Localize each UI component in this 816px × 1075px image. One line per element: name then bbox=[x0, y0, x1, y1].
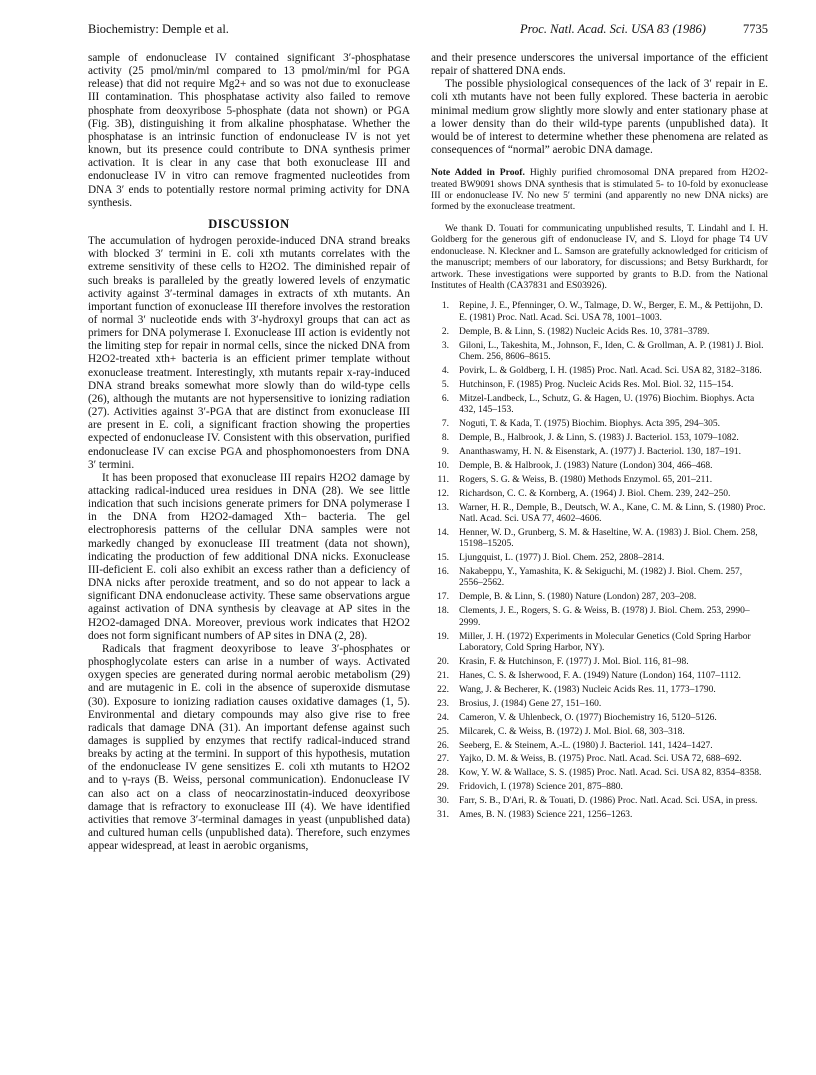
discussion-paragraph: It has been proposed that exonuclease III repairs H2O2 damage by attacking radical-induced urea residues in DNA (28). We see little indication that such incisions generate primers for DNA polymerase I in the DNA from H2O2-damaged Xth− bacteria. The gel electrophoresis patterns of the cellular DNA samples were not markedly changed by exonuclease III treatment (data not shown), indicating the production of few additional DNA nicks. Exonuclease III-deficient E. coli also exhibit an excess rather than a deficiency of DNA nicks after peroxide treatment, and so do not appear to lack a significant DNA endonuclease activity. These same observations argue against activation of DNA synthesis by cleavage at AP sites in the H2O2-damaged DNA. Moreover, previous work indicates that H2O2 does not form significant numbers of AP sites in DNA (2, 28). bbox=[88, 471, 410, 642]
reference-text: Mitzel-Landbeck, L., Schutz, G. & Hagen, U. (1976) Biochim. Biophys. Acta 432, 145–153. bbox=[459, 393, 755, 416]
reference-text: Demple, B. & Linn, S. (1982) Nucleic Acids Res. 10, 3781–3789. bbox=[459, 326, 710, 337]
reference-text: Farr, S. B., D'Ari, R. & Touati, D. (1986) Proc. Natl. Acad. Sci. USA, in press. bbox=[459, 796, 758, 807]
reference-text: Richardson, C. C. & Kornberg, A. (1964) J. Biol. Chem. 239, 242–250. bbox=[459, 488, 731, 499]
reference-number: 29. bbox=[437, 782, 449, 793]
reference-item bbox=[431, 366, 768, 377]
continuation-paragraph: and their presence underscores the universal importance of the efficient repair of shattered DNA ends. bbox=[431, 52, 768, 78]
reference-item bbox=[431, 301, 768, 324]
reference-text: Demple, B. & Halbrook, J. (1983) Nature (London) 304, 466–468. bbox=[459, 460, 713, 471]
reference-item bbox=[431, 782, 768, 793]
reference-item bbox=[431, 754, 768, 765]
reference-item bbox=[431, 632, 768, 655]
reference-item bbox=[431, 433, 768, 444]
reference-item bbox=[431, 553, 768, 564]
reference-item bbox=[431, 475, 768, 486]
reference-item bbox=[431, 796, 768, 807]
reference-item bbox=[431, 489, 768, 500]
reference-number: 13. bbox=[437, 502, 449, 513]
header-journal: Proc. Natl. Acad. Sci. USA 83 (1986) bbox=[520, 22, 706, 36]
reference-text: Warner, H. R., Demple, B., Deutsch, W. A., Kane, C. M. & Linn, S. (1980) Proc. Natl. Acad. Sci. USA 77, 4602–4606. bbox=[459, 502, 766, 524]
reference-number: 18. bbox=[437, 606, 449, 617]
reference-item bbox=[431, 685, 768, 696]
reference-number: 5. bbox=[441, 379, 449, 390]
reference-text: Hutchinson, F. (1985) Prog. Nucleic Acids Res. Mol. Biol. 32, 115–154. bbox=[459, 379, 734, 390]
reference-number: 1. bbox=[441, 301, 449, 312]
reference-number: 8. bbox=[441, 432, 449, 443]
reference-text: Seeberg, E. & Steinem, A.-L. (1980) J. Bacteriol. 141, 1424–1427. bbox=[459, 740, 713, 751]
reference-text: Wang, J. & Becherer, K. (1983) Nucleic Acids Res. 11, 1773–1790. bbox=[459, 684, 716, 695]
reference-number: 16. bbox=[437, 567, 449, 578]
note-text: Highly purified chromosomal DNA prepared from H2O2-treated BW9091 shows DNA synthesis that is stimulated 5- to 10-fold by exonuclease III or endonuclease IV. No new 5′ termini (and apparently no new DNA nicks) are formed by the exonuclease treatment. bbox=[431, 167, 769, 213]
reference-text: Fridovich, I. (1978) Science 201, 875–880. bbox=[459, 782, 623, 793]
reference-number: 21. bbox=[437, 670, 449, 681]
reference-item bbox=[431, 567, 768, 590]
reference-number: 30. bbox=[437, 796, 449, 807]
reference-item bbox=[431, 461, 768, 472]
reference-text: Cameron, V. & Uhlenbeck, O. (1977) Biochemistry 16, 5120–5126. bbox=[459, 712, 717, 723]
reference-item bbox=[431, 394, 768, 417]
reference-number: 17. bbox=[437, 592, 449, 603]
header-author: Biochemistry: Demple et al. bbox=[88, 22, 229, 36]
section-title-discussion: DISCUSSION bbox=[208, 216, 290, 231]
reference-number: 2. bbox=[441, 326, 449, 337]
reference-number: 6. bbox=[441, 393, 449, 404]
reference-text: Rogers, S. G. & Weiss, B. (1980) Methods Enzymol. 65, 201–211. bbox=[459, 474, 713, 485]
reference-number: 3. bbox=[441, 340, 449, 351]
reference-item bbox=[431, 341, 768, 364]
reference-number: 10. bbox=[437, 460, 449, 471]
running-header bbox=[88, 22, 768, 42]
reference-number: 12. bbox=[437, 488, 449, 499]
reference-text: Krasin, F. & Hutchinson, F. (1977) J. Mol. Biol. 116, 81–98. bbox=[459, 656, 689, 667]
reference-item bbox=[431, 657, 768, 668]
reference-number: 28. bbox=[437, 768, 449, 779]
reference-text: Repine, J. E., Pfenninger, O. W., Talmage, D. W., Berger, E. M., & Pettijohn, D. E. (1981) Proc. Natl. Acad. Sci. USA 78, 1001–1003. bbox=[459, 301, 763, 323]
reference-text: Hanes, C. S. & Isherwood, F. A. (1949) Nature (London) 164, 1107–1112. bbox=[459, 670, 741, 681]
reference-text: Povirk, L. & Goldberg, I. H. (1985) Proc. Natl. Acad. Sci. USA 82, 3182–3186. bbox=[459, 365, 762, 376]
reference-number: 24. bbox=[437, 712, 449, 723]
reference-text: Clements, J. E., Rogers, S. G. & Weiss, B. (1978) J. Biol. Chem. 253, 2990–2999. bbox=[459, 606, 750, 628]
reference-text: Henner, W. D., Grunberg, S. M. & Haseltine, W. A. (1983) J. Biol. Chem. 258, 15198–15205. bbox=[459, 527, 758, 550]
reference-item bbox=[431, 741, 768, 752]
intro-paragraph: sample of endonuclease IV contained significant 3′-phosphatase activity (25 pmol/min/ml compared to 13 pmol/min/ml for PGA release) that did not require Mg2+ and so was not due to exonuclease III contamination. This phosphatase activity also failed to remove phosphate from deoxyribose 5-phosphate (data not shown) or PGA (Fig. 3B), distinguishing it from alkaline phosphatase. Whether the phosphatase is an intrinsic function of endonuclease IV is not yet known, but its presence could contribute to DNA synthesis primer activation. It is clear in any case that both exonuclease III and endonuclease IV in vitro can remove fragmented nucleotides from DNA 3′ ends to potentially restore normal priming activity for DNA synthesis. bbox=[88, 52, 410, 209]
reference-item bbox=[431, 671, 768, 682]
discussion-paragraph: The accumulation of hydrogen peroxide-induced DNA strand breaks with blocked 3′ termini in E. coli xth mutants correlates with the extreme sensitivity of these cells to H2O2. The diminished repair of such breaks is paralleled by the greatly lowered levels of enzymatic activity against 3′-terminal damages in extracts of xth mutants. An important function of exonuclease III therefore involves the restoration of normal 3′ nucleotide ends with 3′-hydroxyl groups that can act as primers for DNA polymerase I. Exonuclease III action is evidently not the limiting step for repair in normal cells, since the nicked DNA from H2O2-treated xth+ bacteria is an efficient primer template without exonuclease treatment. Interestingly, xth mutants repair x-ray-induced DNA strand breaks somewhat more slowly than do wild-type cells (26), although the mutants are not hypersensitive to ionizing radiation (27). Activities against 3′-PGA that are distinct from exonuclease III are present in E. coli, a significant fraction showing the properties expected of endonuclease IV. Consistent with this observation, purified endonuclease IV can excise PGA and phosphomonoesters from DNA 3′ termini. bbox=[88, 235, 410, 471]
reference-text: Demple, B. & Linn, S. (1980) Nature (London) 287, 203–208. bbox=[459, 592, 697, 603]
reference-text: Demple, B., Halbrook, J. & Linn, S. (1983) J. Bacteriol. 153, 1079–1082. bbox=[459, 432, 739, 443]
reference-text: Kow, Y. W. & Wallace, S. S. (1985) Proc. Natl. Acad. Sci. USA 82, 8354–8358. bbox=[459, 768, 762, 779]
reference-text: Yajko, D. M. & Weiss, B. (1975) Proc. Natl. Acad. Sci. USA 72, 688–692. bbox=[459, 754, 742, 765]
reference-item bbox=[431, 713, 768, 724]
right-column bbox=[431, 52, 768, 824]
note-label: Note Added in Proof. bbox=[431, 167, 525, 179]
reference-item bbox=[431, 419, 768, 430]
reference-item bbox=[431, 727, 768, 738]
reference-text: Ames, B. N. (1983) Science 221, 1256–1263. bbox=[459, 810, 633, 821]
physiology-paragraph: The possible physiological consequences of the lack of 3′ repair in E. coli xth mutants have not been fully explored. These bacteria in aerobic minimal medium grow slightly more slowly and enter stationary phase at a lower density than do their wild-type parents (unpublished data). It would be of interest to determine whether these phenomena are related as consequences of “normal” aerobic DNA damage. bbox=[431, 78, 768, 157]
page-number: 7735 bbox=[743, 22, 768, 36]
discussion-paragraph: Radicals that fragment deoxyribose to leave 3′-phosphates or phosphoglycolate esters can arise in a number of ways. Activated oxygen species are generated during normal aerobic metabolism (29) and are mutagenic in E. coli in the absence of superoxide dismutase (30). Exposure to ionizing radiation causes oxidative damages (1, 5). Environmental and dietary compounds may also give rise to free radicals that damage DNA (31). An important defense against such damages is supplied by enzymes that rectify radical-induced strand breaks by acting at the termini. In support of this hypothesis, mutation of the endonuclease IV gene sensitizes E. coli xth mutants to H2O2 and to γ-rays (B. Weiss, personal communication). Endonuclease IV can also act on a class of neocarzinostatin-induced deoxyribose damage that is refractory to exonuclease III (4). We have identified activities that remove 3′-terminal damages in yeast (unpublished data) and cultured human cells (unpublished data). Therefore, such enzymes appear widespread, at least in aerobic organisms, bbox=[88, 642, 410, 853]
reference-item bbox=[431, 699, 768, 710]
reference-text: Giloni, L., Takeshita, M., Johnson, F., Iden, C. & Grollman, A. P. (1981) J. Biol. Chem. 256, 8606–8615. bbox=[459, 340, 764, 362]
reference-number: 11. bbox=[437, 474, 449, 485]
reference-text: Miller, J. H. (1972) Experiments in Molecular Genetics (Cold Spring Harbor Laboratory, Cold Spring Harbor, NY). bbox=[459, 631, 751, 653]
reference-number: 9. bbox=[441, 446, 449, 457]
reference-number: 25. bbox=[437, 726, 449, 737]
acknowledgments: We thank D. Touati for communicating unpublished results, T. Lindahl and I. H. Goldberg for the generous gift of endonuclease IV, and S. Lloyd for phage T4 UV endonuclease. N. Kleckner and L. Samson are gratefully acknowledged for criticism of the manuscript; members of our laboratory, for discussions; and Betsy Burkhardt, for artwork. These investigations were supported by grants to B.D. from the National Institutes of Health (CA37831 and ES03926). bbox=[431, 222, 768, 291]
reference-list bbox=[431, 301, 768, 821]
reference-text: Brosius, J. (1984) Gene 27, 151–160. bbox=[459, 698, 602, 709]
reference-number: 4. bbox=[441, 365, 449, 376]
reference-item bbox=[431, 768, 768, 779]
reference-text: Milcarek, C. & Weiss, B. (1972) J. Mol. Biol. 68, 303–318. bbox=[459, 726, 685, 737]
reference-number: 19. bbox=[437, 631, 449, 642]
reference-number: 23. bbox=[437, 698, 449, 709]
reference-item bbox=[431, 606, 768, 629]
reference-item bbox=[431, 592, 768, 603]
reference-number: 26. bbox=[437, 740, 449, 751]
reference-item bbox=[431, 503, 768, 526]
reference-number: 27. bbox=[437, 754, 449, 765]
reference-number: 14. bbox=[437, 527, 449, 538]
reference-item bbox=[431, 327, 768, 338]
reference-number: 7. bbox=[441, 418, 449, 429]
reference-text: Ananthaswamy, H. N. & Eisenstark, A. (1977) J. Bacteriol. 130, 187–191. bbox=[459, 446, 741, 457]
reference-item bbox=[431, 447, 768, 458]
reference-item bbox=[431, 528, 768, 551]
reference-number: 15. bbox=[437, 553, 449, 564]
reference-number: 22. bbox=[437, 684, 449, 695]
left-column bbox=[88, 52, 410, 853]
note-added-in-proof bbox=[431, 167, 768, 213]
reference-number: 20. bbox=[437, 656, 449, 667]
reference-text: Ljungquist, L. (1977) J. Biol. Chem. 252, 2808–2814. bbox=[459, 553, 665, 564]
reference-text: Noguti, T. & Kada, T. (1975) Biochim. Biophys. Acta 395, 294–305. bbox=[459, 418, 721, 429]
reference-number: 31. bbox=[437, 810, 449, 821]
reference-item bbox=[431, 380, 768, 391]
reference-item bbox=[431, 810, 768, 821]
reference-text: Nakabeppu, Y., Yamashita, K. & Sekiguchi, M. (1982) J. Biol. Chem. 257, 2556–2562. bbox=[459, 567, 743, 589]
